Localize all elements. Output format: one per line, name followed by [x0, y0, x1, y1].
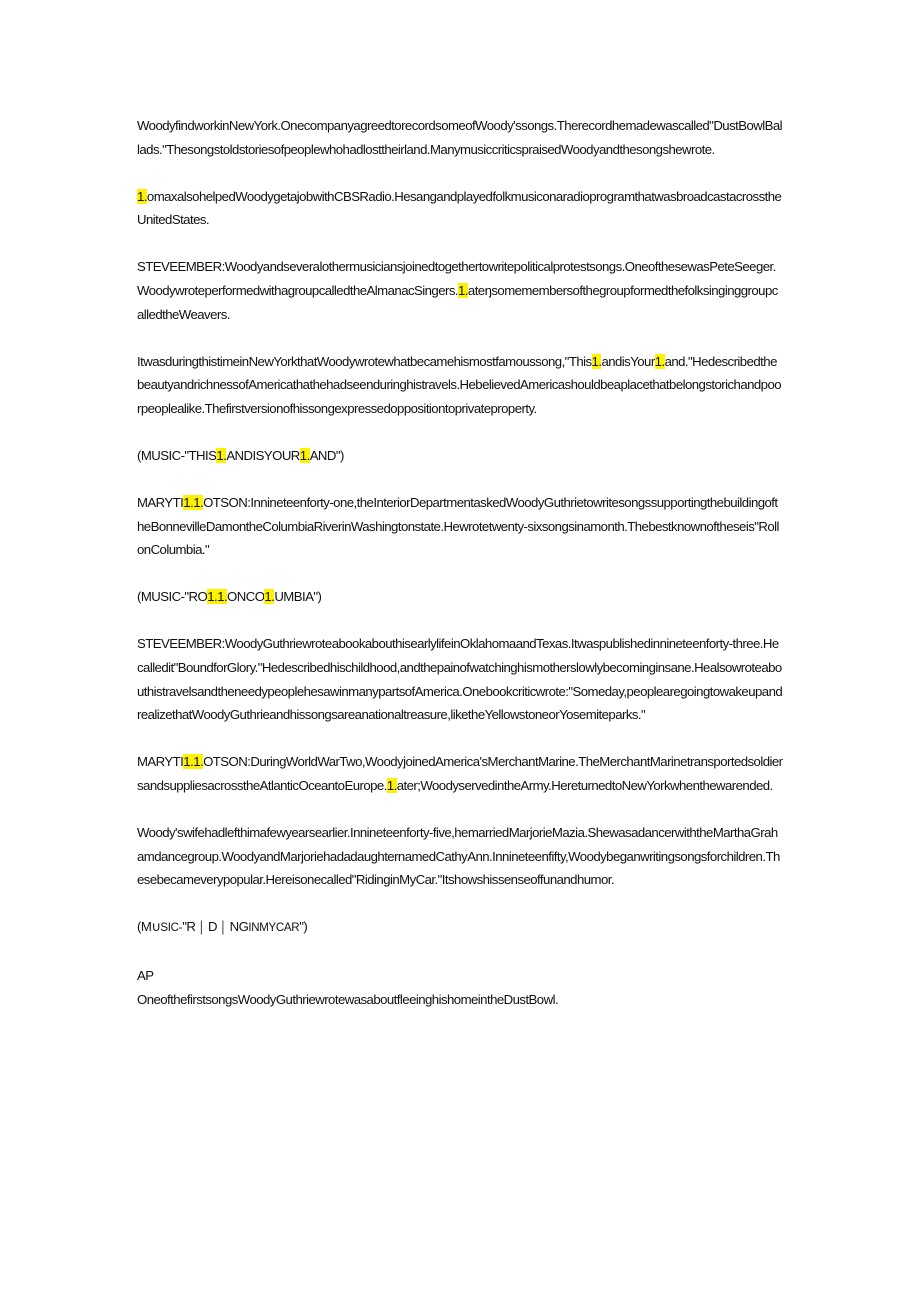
- text-segment: (M: [137, 919, 152, 935]
- text-segment: D: [208, 919, 217, 935]
- text-segment: AND"): [309, 447, 344, 463]
- text-segment-small: │: [195, 922, 208, 935]
- highlight-mark: 1.: [591, 353, 602, 369]
- text-segment-small: SIC-: [160, 922, 183, 935]
- paragraph-p2: [137, 185, 783, 232]
- text-segment: ateŋsomemembersofthegroupformedthefolksinginggroupcalledtheWeavers.: [137, 282, 778, 322]
- text-segment: andisYour: [601, 353, 655, 369]
- paragraph-list: [137, 114, 783, 941]
- paragraph-p11: [137, 915, 783, 941]
- highlight-mark: 1.: [299, 447, 310, 463]
- text-segment: ater;WoodyservedintheArmy.HereturnedtoNewYorkwhenthewarended.: [396, 777, 773, 793]
- text-segment: ANDISYOUR: [226, 447, 300, 463]
- text-segment: ONCO: [227, 589, 265, 605]
- text-segment: MARYTI: [137, 754, 184, 770]
- text-segment: STEVEEMBER:WoodyGuthriewroteabookabouthisearlylifeinOklahomaandTexas.Itwaspublishedinnineteenforty-three.Hecalledit"BoundforGlory."Hedescribedhischildhood,andthepainofwatchinghismotherslowlybecominginsane.HealsowroteabouthistravelsandtheneedypeoplehesawinmanypartsofAmerica.Onebookcriticwrote:"Someday,peoplearegoingtowakeupandrealizethatWoodyGuthrieandhissongsareanationaltreasure,liketheYellowstoneorYosemiteparks.": [137, 636, 783, 723]
- highlight-mark: 1.: [654, 353, 665, 369]
- text-segment: Woody'swifehadlefthimafewyearsearlier.Innineteenforty-five,hemarriedMarjorieMazia.ShewasadancerwiththeMarthaGrahamdancegroup.WoodyandMarjoriehadadaughternamedCathyAnn.Innineteenfifty,Woodybeganwritingsongsforchildren.Thesebecameverypopular.Hereisonecalled"RidinginMyCar."Itshowshissenseoffunandhumor.: [137, 824, 780, 888]
- text-segment: omaxalsohelpedWoodygetajobwithCBSRadio.HesangandplayedfolkmusiconaradioprogramthatwasbroadcastacrosstheUnitedStates.: [137, 188, 782, 228]
- closing-line-ap: AP: [137, 968, 154, 984]
- text-segment: ∪: [151, 919, 161, 935]
- closing-line-caption: OneofthefirstsongsWoodyGuthriewrotewasaboutfleeinghishomeintheDustBowl.: [137, 991, 559, 1007]
- text-segment: and."HedescribedthebeautyandrichnessofAmericathathehadseenduringhistravels.HebelievedAmericashouldbeaplacethatbelongstorichandpoorpeoplealike.Thefirstversionofhissongexpressedoppositiontoprivateproperty.: [137, 353, 782, 416]
- highlight-mark: 1.: [264, 589, 275, 605]
- highlight-mark: 1.: [137, 188, 147, 204]
- text-segment: ItwasduringthistimeinNewYorkthatWoodywrotewhatbecamehismostfamoussong,"This: [137, 353, 592, 369]
- paragraph-p3: [137, 255, 783, 326]
- text-segment: "R: [182, 919, 196, 935]
- paragraph-p10: [137, 821, 783, 892]
- paragraph-p5: [137, 444, 783, 468]
- text-segment: (MUSIC-"RO: [137, 589, 208, 605]
- text-segment: WoodyfindworkinNewYork.OnecompanyagreedtorecordsomeofWoody'ssongs.Therecordhemadewascalled"DustBowlBallads."Thesongstoldstoriesofpeoplewhohadlosttheirland.ManymusiccriticspraisedWoodyandthesongshewrote.: [137, 118, 783, 157]
- text-segment-small: │: [216, 922, 230, 935]
- text-segment-small: INMYCAR: [248, 922, 300, 935]
- highlight-mark: 1.: [458, 282, 468, 298]
- text-segment: "): [299, 919, 308, 935]
- highlight-mark: 1.1.: [183, 754, 204, 770]
- closing-block: [137, 964, 783, 1011]
- text-segment: (MUSIC-"THIS: [137, 447, 217, 463]
- paragraph-p4: [137, 350, 783, 421]
- paragraph-p6: [137, 491, 783, 562]
- text-segment: STEVEEMBER:Woodyandseveralothermusiciansjoinedtogethertowritepoliticalprotestsongs.OneofthesewasPeteSeeger.WoodywroteperformedwithagroupcalledtheAlmanacSingers.: [137, 259, 776, 298]
- text-segment: OTSON:DuringWorldWarTwo,WoodyjoinedAmerica'sMerchantMarine.TheMerchantMarinetransportedsoldiersandsuppliesacrosstheAtlanticOceantoEurope.: [137, 754, 783, 793]
- document-body: [137, 114, 783, 1012]
- text-segment: UMBIA"): [274, 589, 322, 605]
- highlight-mark: 1.: [386, 777, 397, 793]
- highlight-mark: 1.1.: [183, 495, 204, 511]
- text-segment: NG: [229, 919, 249, 935]
- paragraph-p1: [137, 114, 783, 161]
- paragraph-p8: [137, 632, 783, 726]
- paragraph-p9: [137, 750, 783, 797]
- text-segment: OTSON:Innineteenforty-one,theInteriorDepartmentaskedWoodyGuthrietowritesongssupportingthebuildingoftheBonnevilleDamontheColumbiaRiverinWashingtonstate.Hewrotetwenty-sixsongsinamonth.Thebestknownoftheseis"RollonColumbia.": [137, 495, 779, 558]
- highlight-mark: 1.1.: [207, 589, 228, 605]
- text-segment: MARYTI: [137, 495, 184, 511]
- highlight-mark: 1.: [216, 447, 227, 463]
- paragraph-p7: [137, 585, 783, 609]
